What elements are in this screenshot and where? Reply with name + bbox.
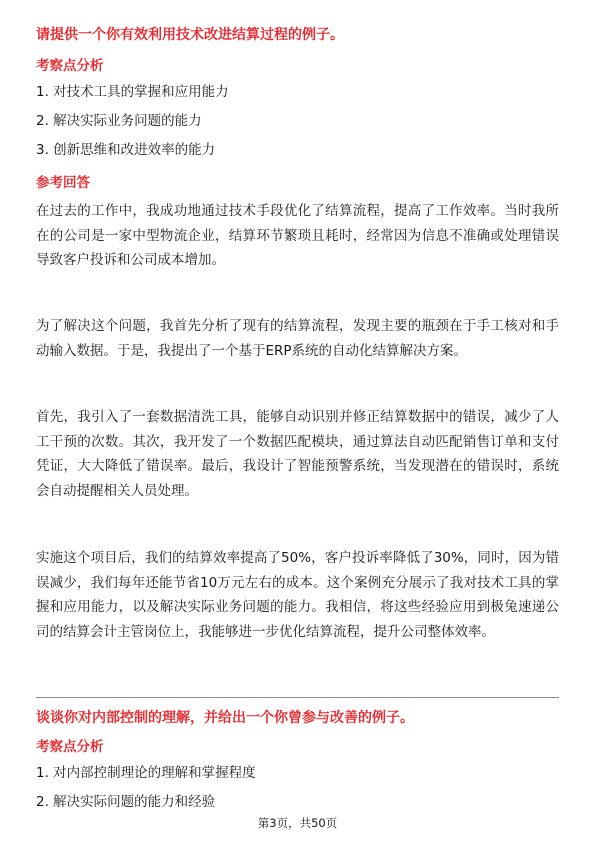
question-1-analysis-item: 2. 解决实际业务问题的能力 xyxy=(36,113,202,129)
question-2-analysis-item: 2. 解决实际问题的能力和经验 xyxy=(36,794,216,810)
question-1-answer-heading: 参考回答 xyxy=(36,175,90,191)
answer-paragraph: 首先，我引入了一套数据清洗工具，能够自动识别并修正结算数据中的错误，减少了人工干预的次数。其次，我开发了一个数据匹配模块，通过算法自动匹配销售订单和支付凭证，大大降低了错误率。最后，我设计了智能预警系统，当发现潜在的错误时，系统会自动提醒相关人员处理。 xyxy=(36,409,559,499)
question-1-analysis-heading: 考察点分析 xyxy=(36,58,104,74)
answer-paragraph: 为了解决这个问题，我首先分析了现有的结算流程，发现主要的瓶颈在于手工核对和手动输入数据。于是，我提出了一个基于ERP系统的自动化结算解决方案。 xyxy=(36,318,559,359)
section-divider xyxy=(36,697,559,698)
question-1-analysis-item: 1. 对技术工具的掌握和应用能力 xyxy=(36,84,229,100)
answer-paragraph: 在过去的工作中，我成功地通过技术手段优化了结算流程，提高了工作效率。当时我所在的公司是一家中型物流企业，结算环节繁琐且耗时，经常因为信息不准确或处理错误导致客户投诉和公司成本增加。 xyxy=(36,203,559,268)
question-1-title: 请提供一个你有效利用技术改进结算过程的例子。 xyxy=(36,27,344,43)
page-number: 第3页，共50页 xyxy=(257,816,338,830)
page-footer xyxy=(0,816,595,830)
question-2-title: 谈谈你对内部控制的理解，并给出一个你曾参与改善的例子。 xyxy=(36,710,414,726)
question-1-analysis-item: 3. 创新思维和改进效率的能力 xyxy=(36,142,216,158)
answer-paragraph: 实施这个项目后，我们的结算效率提高了50%，客户投诉率降低了30%，同时，因为错误减少，我们每年还能节省10万元左右的成本。这个案例充分展示了我对技术工具的掌握和应用能力，以及解决实际业务问题的能力。我相信，将这些经验应用到极兔速递公司的结算会计主管岗位上，我能够进一步优化结算流程，提升公司整体效率。 xyxy=(36,550,559,640)
question-2-analysis-item: 1. 对内部控制理论的理解和掌握程度 xyxy=(36,765,256,781)
question-2-analysis-heading: 考察点分析 xyxy=(36,739,104,755)
